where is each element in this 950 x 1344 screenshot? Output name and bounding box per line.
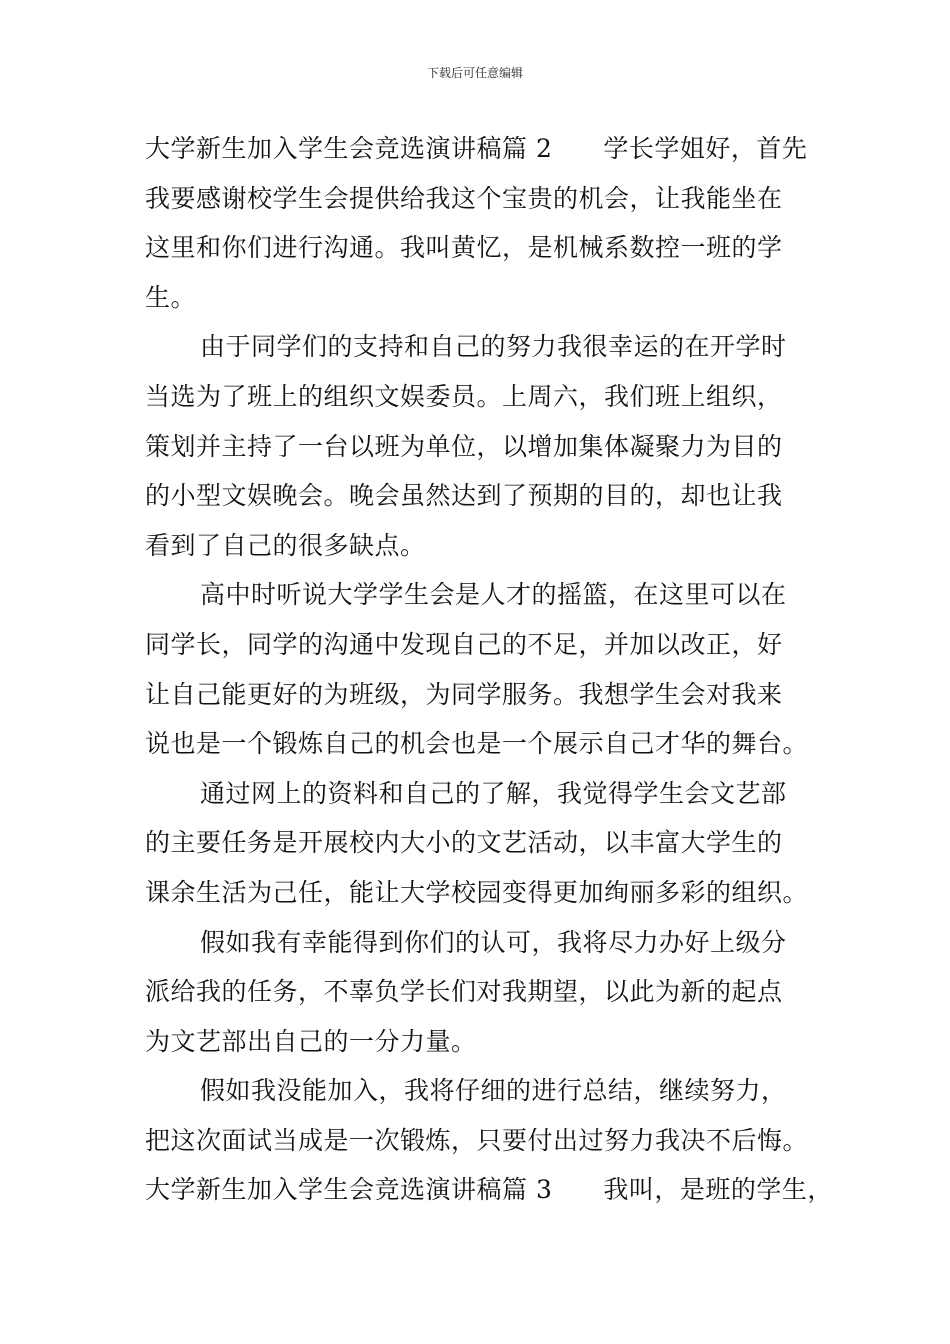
text-line: 高中时听说大学学生会是人才的摇篮，在这里可以在 [200,580,787,610]
text-line: 的主要任务是开展校内大小的文艺活动，以丰富大学生的 [145,828,783,858]
text-line: 为文艺部出自己的一分力量。 [145,1026,477,1056]
text-line: 把这次面试当成是一次锻炼，只要付出过努力我决不后悔。 [145,1125,809,1155]
text-line: 我要感谢校学生会提供给我这个宝贵的机会，让我能坐在 [145,183,783,213]
text-line: 看到了自己的很多缺点。 [145,530,426,560]
document-body [145,124,833,1215]
text-line: 这里和你们进行沟通。我叫黄忆，是机械系数控一班的学 [145,233,783,263]
text-line: 生。 [145,282,197,312]
text-line: 假如我没能加入，我将仔细的进行总结，继续努力， [200,1076,787,1106]
text-line: 课余生活为己任，能让大学校园变得更加绚丽多彩的组织。 [145,877,809,907]
text-line: 当选为了班上的组织文娱委员。上周六，我们班上组织， [145,381,783,411]
text-line: 的小型文娱晚会。晚会虽然达到了预期的目的，却也让我 [145,481,783,511]
text-line: 大学新生加入学生会竞选演讲稿篇 3 我叫，是班的学生， [145,1175,833,1205]
text-line: 通过网上的资料和自己的了解，我觉得学生会文艺部 [200,778,787,808]
text-line: 派给我的任务，不辜负学长们对我期望，以此为新的起点 [145,977,783,1007]
text-line: 说也是一个锻炼自己的机会也是一个展示自己才华的舞台。 [145,729,809,759]
page-header: 下载后可任意编辑 [426,66,523,80]
text-line: 让自己能更好的为班级，为同学服务。我想学生会对我来 [145,679,783,709]
text-line: 大学新生加入学生会竞选演讲稿篇 2 学长学姐好，首先 [145,134,808,163]
text-line: 由于同学们的支持和自己的努力我很幸运的在开学时 [200,332,787,362]
text-line: 假如我有幸能得到你们的认可，我将尽力办好上级分 [200,927,787,957]
text-line: 同学长，同学的沟通中发现自己的不足，并加以改正，好 [145,629,783,659]
text-line: 策划并主持了一台以班为单位，以增加集体凝聚力为目的 [145,431,783,461]
